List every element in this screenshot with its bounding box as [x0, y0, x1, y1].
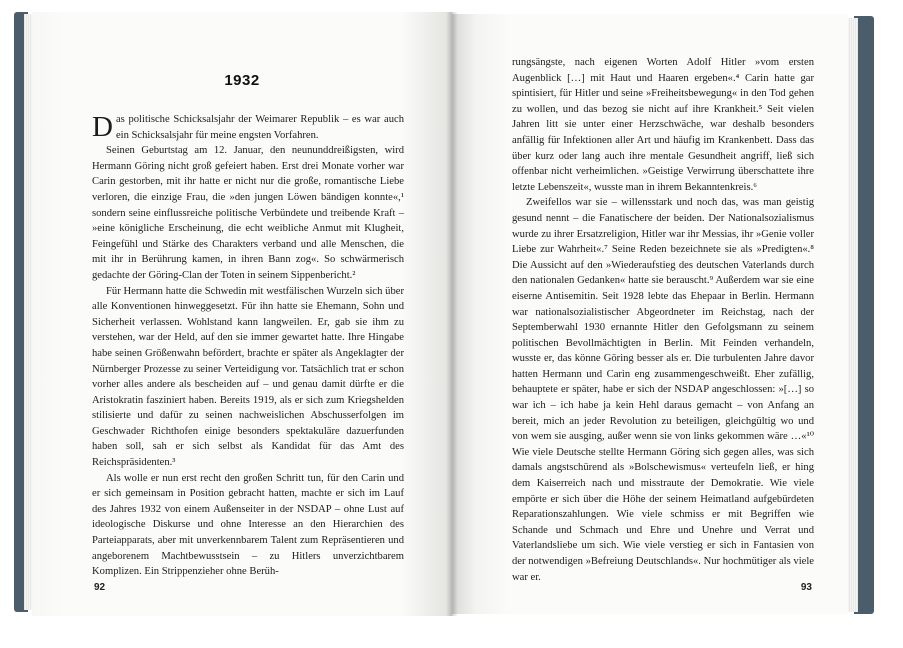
right-page-body: [512, 55, 814, 585]
paragraph: Seinen Geburtstag am 12. Januar, den neununddreißigsten, wird Hermann Göring nicht groß gefeiert haben. Erst drei Monate vorher war Carin gestorben, mit ihr hatte er nicht nur die große, romantische Liebe verloren, die einzige Frau, die »den jungen Löwen bändigen konnte«,¹ sondern seine einflussreiche politische Verbündete und treibende Kraft – »eine königliche Erscheinung, die echt weibliche Anmut mit Klugheit, Feingefühl und Stärke des Charakters verband und alle Menschen, die mit ihr in Berührung kamen, in ihren Bann zog«. So schwärmerisch gedachte der Göring-Clan der Toten in seinem Sippenbericht.²: [92, 145, 404, 281]
page-number-left: 92: [94, 582, 106, 593]
paragraph: Als wolle er nun erst recht den großen Schritt tun, für den Carin und er sich gemeinsam in Position gebracht hatten, machte er sich im Lauf des Jahres 1932 von einem Außenseiter in der NSDAP – ohne Lust auf ideologische Diskurse und ohne Interesse an den Hierarchien des Parteiapparats, aber mit unverkennbarem Talent zum Repräsentieren und angeborenem Machtbewusstsein – zu Hitlers unverzichtbarem Komplizen. Ein Strippenzieher ohne Berüh-: [92, 472, 404, 578]
right-page: [452, 14, 848, 614]
paragraph: Zweifellos war sie – willensstark und noch das, was man geistig gesund nennt – die Fanatischere der beiden. Der Nationalsozialismus wurde zu ihrer Ersatzreligion, Hitler war ihr Messias, ihr »Genie voller Liebe zur Wahrheit«.⁷ Seine Reden bezeichnete sie als »Predigten«.⁸ Die Aussicht auf den »Wiederaufstieg des deutschen Vaterlands durch den nationalen Gedanken« hatte sie berauscht.⁹ Außerdem war sie eine eiserne Antisemitin. Seit 1928 lebte das Ehepaar in Berlin. Hermann war nationalsozialistischer Abgeordneter im Reichstag, nach der Septemberwahl 1930 ernannte Hitler den Gefolgsmann zu seinem politischen Bevollmächtigten in Berlin. Mit Feinden verhandeln, wusste er, das könne Göring besser als er. Die turbulenten Jahre davor hatten Hermann und Carin eng zusammengeschweißt. Eher zufällig, behauptete er später, habe er sich der NSDAP angeschlossen: »[…] so war ich – ich habe ja kein Hehl daraus gemacht – von Anfang an bereit, mich an jeder Revolution zu beteiligen, gleichgültig wo und von wem sie ausging, außer wenn sie von links gekommen wäre …«¹⁰ Wie viele Deutsche stellte Hermann Göring sich gegen alles, was sich damals angstschürend als »Bolschewismus« verteufeln ließ, er hing dem Kaiserreich nach und misstraute der Demokratie. Wie viele empörte er sich über die Höhe der seinem Heimatland aufgebürdeten Reparationszahlungen. Wie viele schmiss er mit Begriffen wie Schande und Schmach und Ehre und Unehre und Verrat und Vaterlandsliebe um sich. Wie viele verstieg er sich in Fantasien von der notwendigen »Befreiung Deutschlands«. Nur hochmütiger als viele war er.: [512, 197, 814, 583]
opening-paragraph-text: as politische Schicksalsjahr der Weimarer Republik – es war auch ein Schicksalsjahr für meine engsten Vorfahren.: [115, 114, 404, 141]
book-gutter: [446, 12, 458, 616]
page-number-right: 93: [800, 582, 812, 593]
left-page-body: [92, 112, 404, 580]
opening-paragraph: [92, 112, 404, 143]
chapter-title: 1932: [224, 72, 260, 89]
paragraph: Für Hermann hatte die Schwedin mit westfälischen Wurzeln sich über alle Konventionen hinweggesetzt. Für ihn hatte sie Ehemann, Sohn und Sicherheit verlassen. Wohlstand kann langweilen. Er, gab sie ihm zu verstehen, war der Held, auf den sie immer gewartet hatte. Ihre Hingabe habe seinen Größenwahn befördert, brachte er später als Angeklagter der Nürnberger Prozesse zu seiner Verteidigung vor. Tatsächlich trat er schon vorher alles andere als bescheiden auf – und genau damit dürfte er die Aristokratin fasziniert haben. Bereits 1919, als er sich zum Kriegshelden stilisierte und dafür zu seinen nachweislichen Abschusserfolgen im Geschwader Richthofen einige besonders spektakuläre dazuerfunden haben soll, sah er sich selbst als Kandidat für das Amt des Reichspräsidenten.³: [92, 285, 404, 469]
left-page: [32, 12, 452, 616]
paragraph: rungsängste, nach eigenen Worten Adolf Hitler »vom ersten Augenblick […] mit Haut und Haaren ergeben«.⁴ Carin hatte gar spintisiert, für Hitler und seine »Freiheitsbewegung« in den Tod gehen zu wollen, und das bezog sie nicht auf ihre Krankheit.⁵ Seit vielen Jahren litt sie unter einer Herzschwäche, war deshalb besonders anfällig für Infektionen aller Art und häufig im Krankenbett. Dass das über kurz oder lang auch ihre mentale Gesundheit angriff, ließ sich offenbar nicht verheimlichen. »Geistige Verwirrung überschattete ihre letzte Lebenszeit«, wusste man in ihrem Bekanntenkreis.⁶: [512, 57, 814, 193]
dropcap: D: [92, 111, 113, 143]
